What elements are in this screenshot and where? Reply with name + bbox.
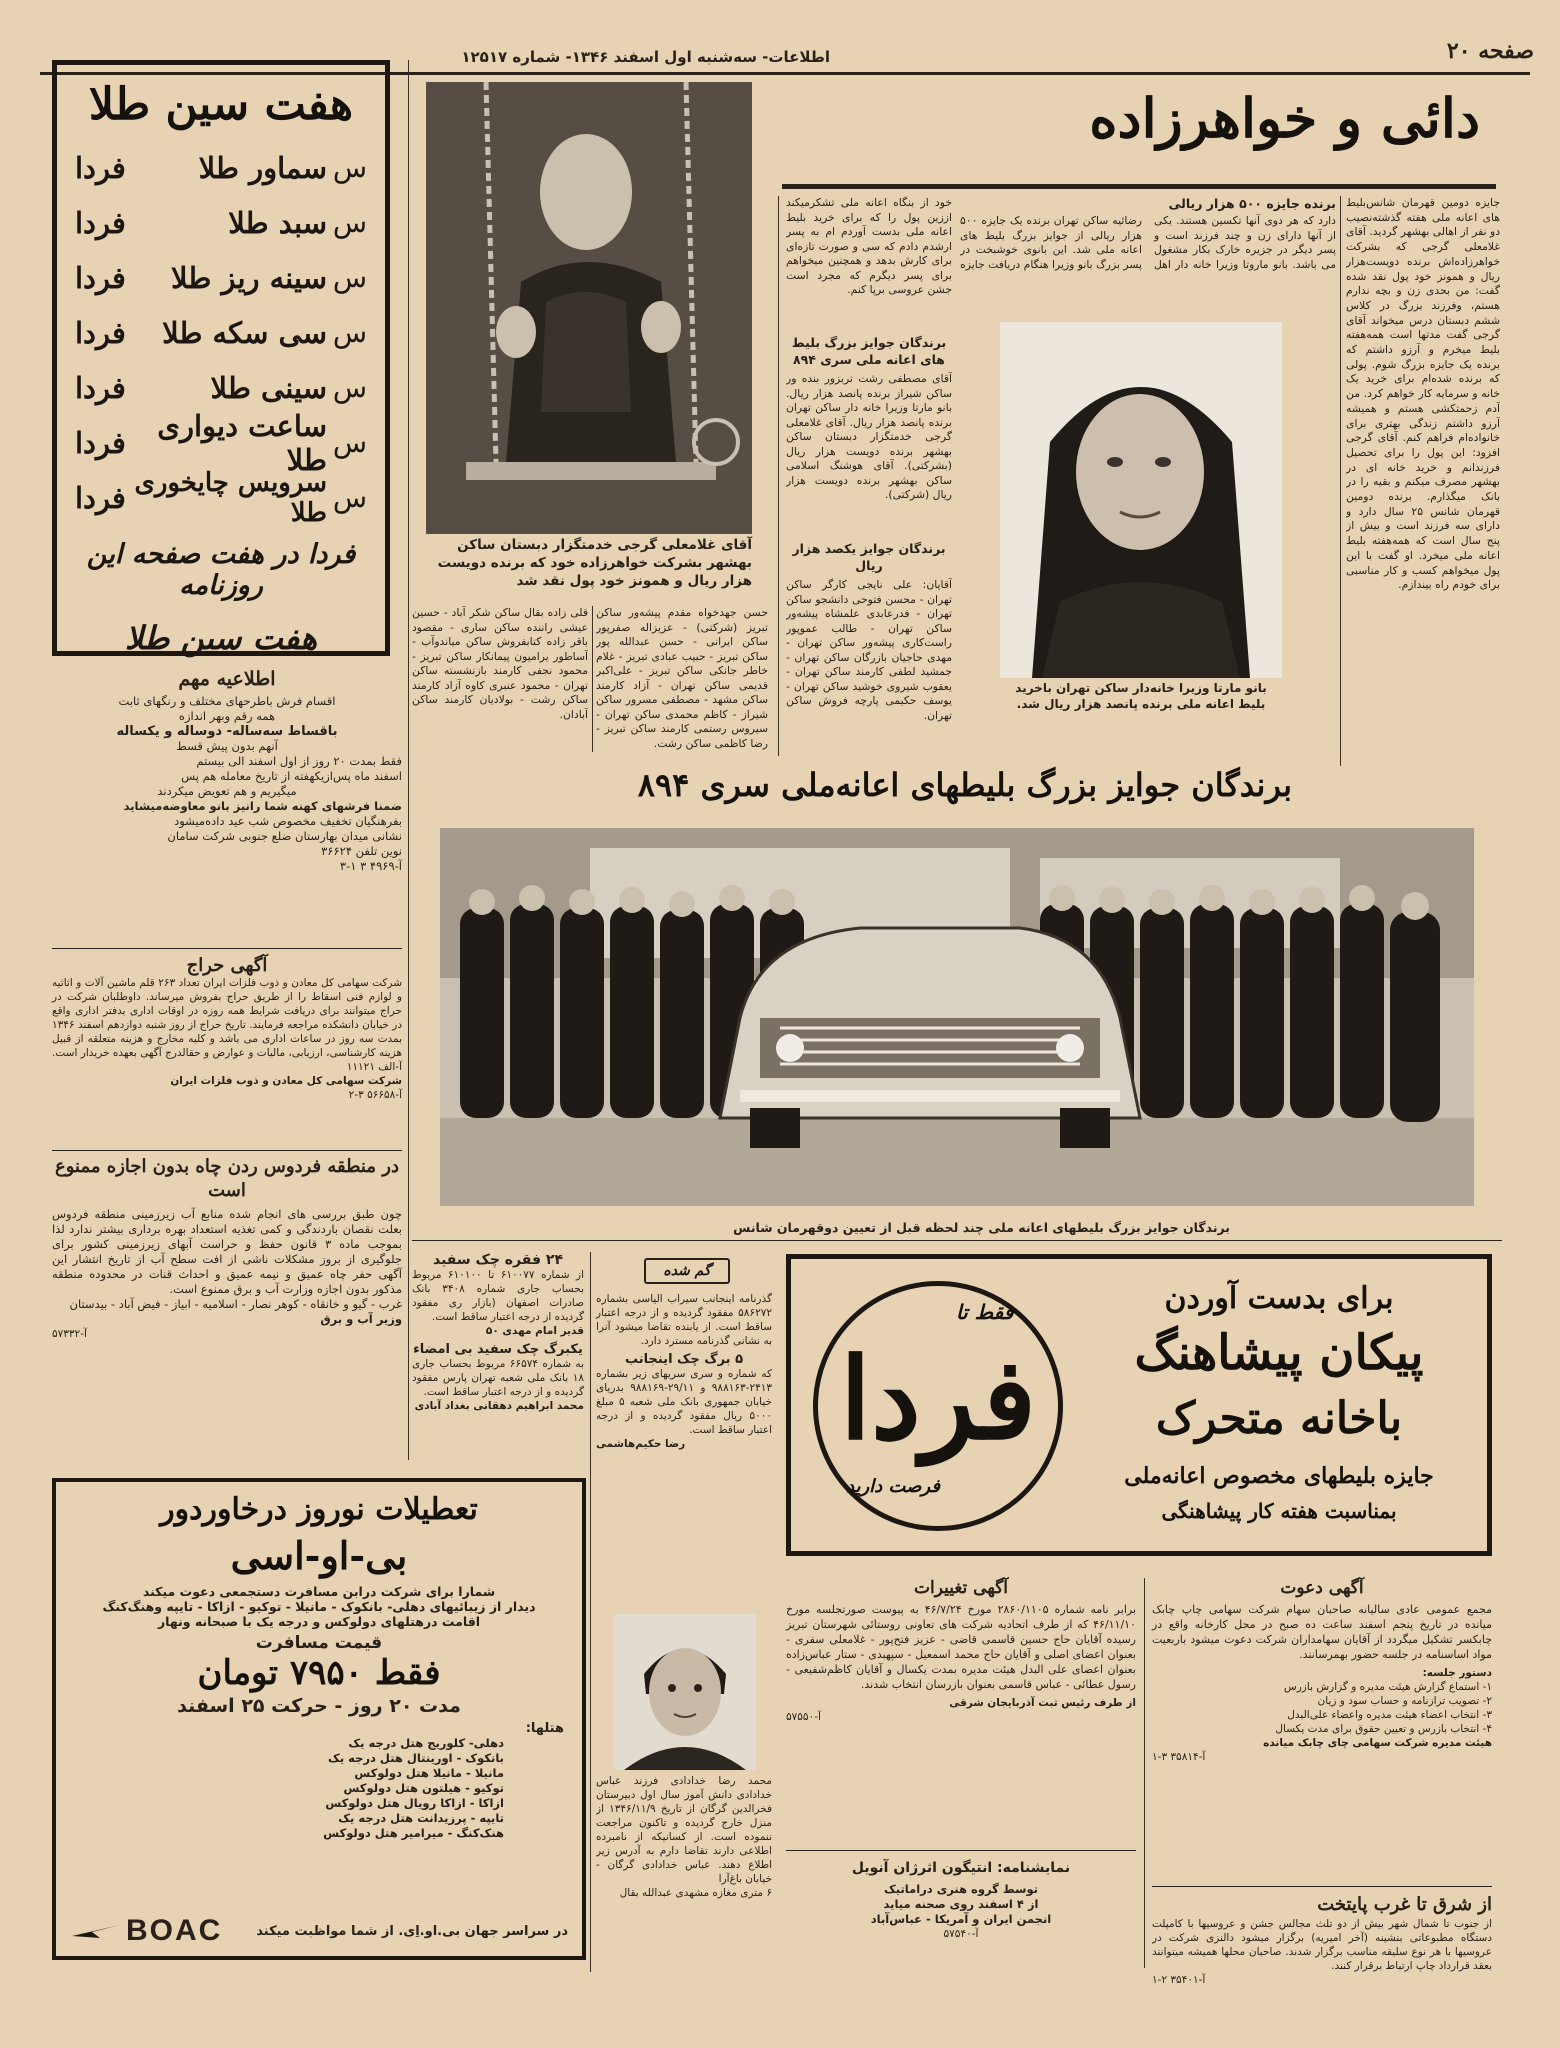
- story-col-4: حسن جهدخواه مقدم پیشه‌ور ساکن تبریز (شرکتی) - عزیزاله صفرپور ساکن ایرانی - حسن عبدالله پور ساکن تبریز - حبیب عبادی تبریز - غلام خاطر جانکی ساکن تبریز - علی‌اکبر قدیمی ساکن تهران - آزاد کارمند ساکن مشهد - مصطفی مسرور ساکن شیراز - کاظم محمدی ساکن تهران - سیروس رستمی کارمند ساکن تبریز - رضا کاظمی ساکن رشت.: [596, 606, 768, 750]
- cheques-col-a: [412, 1252, 584, 1472]
- east-west-body: از جنوب تا شمال شهر بیش از دو تلث مجالس جشن و عروسیها با کامپلت دستگاه مطبوعاتی بنشینه (آخر امیریه) برگزار میشود دالنزی شرکت در عروسیها با هر نوع سلیقه مناسب برگزار شدند. صاحبان محلها همیشه میتوانند بعقد قرارداد چاپ ارتباط برقرار کنند.: [1152, 1918, 1492, 1972]
- story-col-2: دارد که هر دوی آنها تکسین هستند. یکی از آنها دارای زن و چند فرزند است و پسر دیگر در جزیره خارک بکار مشغول می باشد. بانو ماروتا وزیرا خانه دار اهل رضائیه ساکن تهران برنده یک جایزه ۵۰۰ هزار ریالی از جوایز بزرگ بلیط های اعانه ملی شد. این بانوی خوشبخت در پسر بزرگ بانو وزیرا هنگام دریافت جایزه: [960, 214, 1336, 271]
- exhibition-line: از ۴ اسفند روی صحنه میاید: [883, 1897, 1039, 1911]
- agenda-label: دستور جلسه:: [1422, 1667, 1492, 1679]
- notice-ref: آ-۴۹۶۹ ۳ ۱-۳: [339, 859, 402, 873]
- story-col-5: قلی زاده بقال ساکن شکر آباد - حسین عیشی راننده ساکن ساری - مقصود باقر زاده کتابفروش ساکن میاندوآب - آساطور یرامیون پیمانکار ساکن تبریز - محمود نجفی کارمند بازنشسته ساکن تهران - محمود عنبری کاوه آزاد کارمند ساکن رشت - بولادیان کارمند ساکن آبادان.: [412, 606, 588, 721]
- boac-hotel: توکیو - هیلتون هتل دولوکس: [343, 1781, 504, 1795]
- notice-line: نوین تلفن ۳۶۶۲۴: [321, 844, 402, 858]
- haft-sin-tag: فردا: [75, 480, 126, 515]
- col-rule: [590, 1252, 591, 1972]
- auction-signer: شرکت سهامی کل معادن و ذوب فلزات ایران: [170, 1075, 402, 1087]
- divider: [52, 1150, 402, 1151]
- boac-footer: در سراسر جهان بی.او.اِی. از شما مواظبت میکند: [256, 1923, 568, 1939]
- change-signer: از طرف رئیس ثبت آذربایجان شرقی: [949, 1697, 1136, 1709]
- well-ref: آ-۵۷۳۳۲: [52, 1328, 87, 1340]
- boac-hotel: هنک‌کنگ - میرامیر هتل دولوکس: [323, 1826, 504, 1840]
- notice-line: اسفند ماه پس‌ازیکهفته از تاریخ معامله هم پس: [181, 769, 402, 783]
- peykan-line-1: برای بدست آوردن: [1164, 1281, 1394, 1316]
- boac-ad: [52, 1478, 586, 1960]
- invitation-signer: هیئت مدیره شرکت سهامی چای چابک میانده: [1263, 1737, 1492, 1749]
- boac-hotel: بانکوک - اورینتال هتل درجه یک: [328, 1751, 504, 1765]
- woman-caption: بانو مارتا وزیرا خانه‌دار ساکن تهران باخرید بلیط اعانه ملی برنده پانصد هزار ریال شد.: [1015, 681, 1267, 711]
- agenda-item: ۴- انتخاب بازرس و تعیین حقوق برای مدت یکسال: [1275, 1723, 1492, 1735]
- haft-sin-row: [57, 408, 385, 477]
- haft-sin-tag: فردا: [75, 425, 126, 460]
- exhibition-ref: آ-۵۷۵۴۰: [943, 1928, 979, 1940]
- agenda-item: ۲- تصویب ترازنامه و حساب سود و زیان: [1317, 1695, 1492, 1707]
- headline-rule: [782, 184, 1496, 189]
- col-rule: [1144, 1578, 1145, 1968]
- exhibition-notice: [786, 1860, 1136, 1941]
- boy-notice: [596, 1774, 772, 1970]
- peykan-line-4: جایزه بلیطهای مخصوص اعانه‌ملی: [1124, 1463, 1434, 1489]
- boac-title: تعطیلات نوروز درخاوردور: [160, 1492, 478, 1527]
- col-rule: [592, 606, 593, 752]
- peykan-ad: [786, 1254, 1492, 1556]
- peykan-line-5: بمناسبت هفته کار پیشاهنگی: [1161, 1499, 1397, 1523]
- well-signer: وزیر آب و برق: [320, 1312, 402, 1326]
- notice-line: همه رقم وبهر اندازه: [178, 709, 276, 723]
- haft-sin-letter: س: [332, 261, 367, 294]
- boac-line: اقامت درهتلهای دولوکس و درجه یک با صبحانه ونهار: [157, 1614, 481, 1629]
- haft-sin-item: سی سکه طلا: [162, 315, 327, 350]
- invitation-ref: آ-۳۵۸۱۴ ۳-۱: [1152, 1751, 1206, 1763]
- speedbird-icon: [70, 1922, 122, 1940]
- divider: [52, 948, 402, 949]
- group-car-image: [440, 828, 1474, 1206]
- auction-ad: [52, 955, 402, 1143]
- cheque-title-3: ۵ برگ چک اینجانب: [624, 1352, 743, 1367]
- story-sub-2: برندگان جوایز یکصد هزار ریال: [792, 541, 946, 573]
- cheque-title-1: ۲۴ فقره چک سفید: [432, 1252, 563, 1268]
- boac-price-label: قیمت مسافرت: [255, 1633, 383, 1653]
- col-rule: [408, 60, 409, 1460]
- change-notice: [786, 1578, 1136, 1834]
- haft-sin-item: سبد طلا: [228, 205, 327, 240]
- exhibition-line: انجمن ایران و آمریکا - عباس‌آباد: [870, 1912, 1052, 1926]
- east-west-title: از شرق تا غرب پایتخت: [1317, 1894, 1492, 1915]
- notice-line: میگیریم و هم تعویض میکردند: [157, 784, 297, 798]
- haft-sin-letter: س: [332, 316, 367, 349]
- haft-sin-letter: س: [332, 151, 367, 184]
- well-title: در منطقه فردوس ردن چاه بدون اجازه ممنوع است: [55, 1156, 399, 1201]
- story-col-3c: آقایان: علی نایجی کارگر ساکن تهران - محسن فتوحی دانشجو ساکن تهران - فدرعابدی علمشاه پیشه‌ور ساکن تهران - طالب عموپور راست‌کاری پیشه‌ور ساکن تهران - مهدی حاجیان بازرگان ساکن تهران - جمشید لطفی کارمند ساکن تهران - یعقوب شیروی خوشید ساکن تهران - یوسف حکیمی پارچه فروش ساکن تهران.: [786, 578, 952, 722]
- notice-line: نشانی میدان بهارستان ضلع جنوبی شرکت سامان: [167, 829, 402, 843]
- notice-line: اقسام فرش باطرحهای مختلف و رنگهای ثابت: [118, 694, 336, 708]
- swing-man-image: [426, 82, 752, 534]
- haft-sin-row: [57, 305, 385, 360]
- east-west-notice: [1152, 1894, 1492, 2024]
- haft-sin-tag: فردا: [75, 315, 126, 350]
- boy-caption: محمد رضا خدادادی فرزند عباس خدادادی دانش آموز سال اول دبیرستان فخرالدین گرگان از تاریخ ۱۳۴۶/۱۱/۹ از منزل خارج گردیده و تاکنون مراجعت ننموده است. از کسانیکه از نامبرده اطلاعی دارند تقاضا دارم به آدرس زیر اطلاع دهند. عباس خدادادی گرگان - خیابان باغ‌آرا: [596, 1775, 772, 1885]
- cheque-title-2: یکبرگ چک سفید بی امضاء: [413, 1342, 583, 1357]
- story-col-3: خود از بنگاه اعانه ملی تشکرمیکند اززین پول را که برای خرید بلیط اعانه ملی بدست آوردم ام به پسر ارشدم دادم که سی و صورت تازه‌ای برای کارش بدهد و همچنین میخواهم برای پسر دیگرم که مجرد است جشن عروسی برپا کنم.: [786, 196, 952, 296]
- story-sub-1: برندگان جوایز بزرگ بلیط های اعانه ملی سری ۸۹۴: [791, 335, 947, 367]
- winner-heading: برنده جایزه ۵۰۰ هزار ریالی: [1168, 196, 1336, 211]
- haft-sin-item: سرویس چایخوری طلا: [134, 467, 327, 528]
- boac-hotel: تایپه - پرزیدانت هتل درجه یک: [338, 1811, 504, 1825]
- notice-line: باقساط سه‌ساله- دوساله و یکساله: [116, 724, 338, 739]
- boac-hotel: ازاکا - ازاکا رویال هتل دولوکس: [325, 1796, 504, 1810]
- haft-sin-list: [57, 140, 385, 528]
- circle-big: فردا: [839, 1334, 1037, 1465]
- boac-subtitle: بی-او-اسی: [230, 1533, 408, 1578]
- woman-photo: [1000, 322, 1282, 678]
- banner-caption: برندگان جوایز بزرگ بلیطهای اعانه ملی چند لحظه قبل از تعیین دوقهرمان شانس: [733, 1220, 1230, 1235]
- haft-sin-item: سینه ریز طلا: [170, 260, 327, 295]
- cheque-signer-1: قدیر امام مهدی ۵۰: [485, 1325, 584, 1337]
- cheque-body-1: از شماره ۶۱۰۰۷۷ تا ۶۱۰۱۰۰ مربوط بحساب جاری شماره ۳۴۰۸ بانک صادرات اصفهان (بازار ری مفقود گردیده از درجه اعتبار ساقط است.: [412, 1269, 584, 1323]
- lost-stamp: [644, 1258, 730, 1284]
- divider: [1152, 1886, 1492, 1887]
- col-rule: [778, 196, 779, 756]
- woman-image: [1000, 322, 1282, 678]
- haft-sin-item: سینی طلا: [210, 370, 327, 405]
- auction-body: شرکت سهامی کل معادن و ذوب فلزات ایران تعداد ۲۶۳ قلم ماشین آلات و اثاثیه و لوازم فنی اسقاط را از طریق حراج بفروش میرساند. داوطلبان شرکت در حراج میتوانند برای دریافت شرایط همه روزه در اوقات اداری بدفتر اداری واقع در خیابان دانشکده مراجعه فرمایند. تاریخ حراج از روز شنبه دوازدهم اسفند ۱۳۴۶ بمدت سه روز در ساعات اداری می باشد و کلیه مخارج و هزینه متعلقه از قبیل هزینه کارشناسی، ارزیابی، مالیات و عوارض و حقالدرج آگهی بعهده خریدار است. آ-الف ۱۱۱۲۱: [52, 977, 402, 1073]
- boac-footer-row: [70, 1914, 568, 1948]
- boy-image: [614, 1614, 756, 1770]
- cheque-signer-2: محمد ابراهیم دهقانی بغداد آبادی: [414, 1400, 584, 1412]
- haft-sin-tag: فردا: [75, 260, 126, 295]
- change-ref: آ-۵۷۵۵۰: [786, 1711, 821, 1723]
- haft-sin-row: [57, 360, 385, 415]
- change-title: آگهی تغییرات: [913, 1578, 1009, 1598]
- haft-sin-letter: س: [332, 206, 367, 239]
- haft-sin-tag: فردا: [75, 205, 126, 240]
- important-notice: [52, 668, 402, 940]
- notice-line: آنهم بدون پیش قسط: [176, 739, 278, 753]
- well-body: چون طبق بررسی های انجام شده منابع آب زیرزمینی منطقه فردوس بعلت نقصان باردندگی و کمی تغذیه استعداد بهره برداری بیشتر ندارد لذا بموجب ماده ۳ قانون حفظ و حراست آبهای زیرزمینی کشور برای جلوگیری از بروز مشکلات ناشی از افت سطح آب از تاریخ انتشار این آگهی حفر چاه عمیق و نیمه عمیق و احداث قنات در محدوده منطقه مذکور بدون اجازه وزارت آب و برق ممنوع است.: [52, 1207, 402, 1296]
- haft-sin-footer-title: هفت سین طلا: [124, 619, 318, 657]
- lost-body: گذرنامه اینجانب سیراب الیاسی بشماره ۵۸۶۲۷۲ مفقود گردیده و از درجه اعتبار ساقط است. از یابنده تقاضا میشود آنرا به نشانی گذرنامه مسترد دارد.: [596, 1293, 772, 1347]
- swing-caption: آقای غلامعلی گرجی خدمتگزار دبستان ساکن بهشهر بشرکت خواهرزاده خود که برنده دویست هزار ریال و همونز خود پول نقد شد: [437, 537, 752, 589]
- circle-top: فقط تا: [956, 1300, 1014, 1324]
- peykan-line-2: پیکان پیشاهنگ: [1134, 1325, 1424, 1381]
- divider: [412, 1240, 1502, 1241]
- haft-sin-item: سماور طلا: [198, 150, 327, 185]
- issue-line: اطلاعات- سه‌شنبه اول اسفند ۱۳۴۶- شماره ۱۲۵۱۷: [461, 48, 830, 66]
- haft-sin-ad: [52, 60, 390, 656]
- col-rule: [1340, 196, 1341, 766]
- boy-footer: ۶ متری مغازه مشهدی عبدالله بقال: [619, 1887, 772, 1899]
- cheque-signer-3: رضا حکیم‌هاشمی: [596, 1438, 686, 1450]
- boac-line: دیدار از زیبائیهای دهلی- بانکوک - مانیلا - توکیو - ازاکا - تایپه وهنگ‌کنگ: [102, 1599, 536, 1614]
- swing-photo: [426, 82, 752, 534]
- haft-sin-row: [57, 195, 385, 250]
- haft-sin-item: ساعت دیواری طلا: [157, 408, 327, 477]
- boac-price: فقط ۷۹۵۰ تومان: [197, 1653, 441, 1693]
- well-places: غرب - گیو و خانقاه - کوهر نصار - اسلامیه - ابیاز - فیض آباد - بیدستان: [69, 1297, 402, 1311]
- boac-hotel: دهلی- کلوریج هتل درجه یک: [348, 1736, 504, 1750]
- invitation-body: مجمع عمومی عادی سالیانه صاحبان سهام شرکت سهامی چاپ چابک میانده در تاریخ پنجم اسفند ساعت ده صبح در محل کارخانه واقع در چابکسر تشکیل میگردد از آقایان سهامداران شرکت دعوت میشود باربعیت مواد اساسنامه در جلسه حضور بهمرسانند.: [1152, 1603, 1492, 1661]
- invitation-notice: [1152, 1578, 1492, 1878]
- circle-bottom: فرصت دارید: [846, 1476, 940, 1497]
- boy-photo: [614, 1614, 756, 1770]
- boac-duration: مدت ۲۰ روز - حرکت ۲۵ اسفند: [177, 1695, 461, 1717]
- story-col-3b: آقای مصطفی رشت تربزور بنده ور ساکن شیراز برنده پانصد هزار ریال. بانو مارتا وزیرا خانه دار ساکن تهران برنده پانصد هزار ریال. آقای غلامعلی گرجی خدمتگزار دبستان ساکن بهشهر برنده دویست هزار ریال (بشرکتی). آقای هوشنگ اسلامی ساکن بهشهر برنده دویست هزار ریال (شرکتی).: [786, 372, 952, 501]
- change-body: برابر نامه شماره ۲۸۶۰/۱۱۰۵ مورخ ۴۶/۷/۲۴ به پیوست صورتجلسه مورخ ۴۶/۱۱/۱۰ که از طرف اتحادیه شرکت های تعاونی روستائی شهرستان تبریز رسیده آقایان حاج حسین قاسمی قاضی - عزیز فتح‌پور - غلامعلی سفری - بعنوان اعضای اصلی و آقایان حاج محمد اسمعیل - سپهبدی - ستار عباس‌زاده بعنوان اعضای علی البدل هیئت مدیره بمدت یکسال و آقایان کاظم‌شفیعی - رسول عطائی - عباس قاسمی بعنوان بازرسان انتخاب شدند.: [786, 1603, 1137, 1691]
- notice-title: اطلاعیه مهم: [178, 668, 276, 690]
- peykan-line-3: باخانه متحرک: [1155, 1393, 1403, 1444]
- divider: [786, 1850, 1136, 1851]
- notice-line: ضمنا فرشهای کهنه شما رانیز بانو معاوضه‌میشاید: [123, 799, 402, 813]
- lost-notice: [596, 1292, 772, 1451]
- agenda-item: ۳- انتخاب اعضاء هیئت مدیره واعضاء علی‌البدل: [1287, 1709, 1492, 1721]
- lost-label: گم شده: [663, 1263, 711, 1279]
- exhibition-title: نمایشنامه: انتیگون اثرژان آنویل: [851, 1860, 1071, 1876]
- notice-line: بفرهنگیان تخفیف مخصوص شب عید داده‌میشود: [174, 814, 402, 828]
- page-number: صفحه ۲۰: [1446, 38, 1534, 64]
- well-notice: [52, 1155, 402, 1463]
- group-photo: [440, 828, 1474, 1206]
- haft-sin-row: [57, 467, 385, 528]
- cheque-body-3: که شماره و سری سریهای زیر بشماره ۲۴۱۳-۹۸۸۱۶۳ و ۲۹/۱۱-۹۸۸۱۶۹ بدریای خیابان جمهوری بانک ملی شعبه ۵ مبلغ ۵۰۰۰ ریال مفقود گردیده و از درجه اعتبار ساقط است.: [596, 1368, 772, 1436]
- main-headline: دائی و خواهرزاده: [1089, 86, 1480, 150]
- haft-sin-row: [57, 140, 385, 195]
- banner-headline: برندگان جوایز بزرگ بلیطهای اعانه‌ملی سری ۸۹۴: [637, 766, 1292, 804]
- haft-sin-title: هفت سین طلا: [88, 79, 354, 130]
- haft-sin-letter: س: [332, 481, 367, 514]
- notice-line: فقط بمدت ۲۰ روز از اول اسفند الی بیستم: [196, 754, 402, 768]
- invitation-title: آگهی دعوت: [1280, 1578, 1364, 1598]
- haft-sin-letter: س: [332, 426, 367, 459]
- boac-logo: BOAC: [70, 1914, 222, 1948]
- story-col-1: جایزه دومین قهرمان شانس‌بلیط های اعانه ملی هفته گذشته‌نصیب دو نفر از اهالی بهشهر گردید. آقای غلامعلی گرجی که بشرکت خواهرزاده‌اش برنده دویست‌هزار ریال و همونز خود پول نقد شده گفت: من بحدی زن و بچه ندارم هستم، وفرزند بزرگ در کلاس ششم دبستان درس میخواند آقای گرجی گفت مدتها است همه‌هفته بلیط میخرم و آرزو داشتم که برنده یک جایزه بزرگ شوم. پولی که برنده شده‌ام برای خرید یک خانه و سرمایه کار خواهم کرد. من آدم زحمتکشی هستم و همیشه آرزو داشتم زندگی بهتری برای خانواده‌ام فراهم کنم. آقای گرجی افزود: این پول را برای تحصیل فرزندانم و خرید خانه ای در بهشهر مصرف میکنم و بقیه را در بانک میگذارم. برنده دومین قهرمان شانس ۲۵ سال دارد و دارای سه فرزند است و بیش از پنج سال است که همه‌هفته بلیط اعانه ملی میخرد. او گفت با این پول میخواهم کسب و کار مناسبی برای خودم راه بیندازم.: [1346, 196, 1500, 592]
- auction-title: آگهی حراج: [186, 955, 268, 976]
- boac-hotels-label: هتلها:: [525, 1721, 564, 1736]
- boac-line: شمارا برای شرکت درابن مسافرت دستجمعی دعوت میکند: [142, 1584, 496, 1599]
- haft-sin-tag: فردا: [75, 370, 126, 405]
- haft-sin-letter: س: [332, 371, 367, 404]
- east-west-ref: آ-۳۵۴۰۱ ۲-۱: [1152, 1974, 1206, 1986]
- haft-sin-footer: فردا در هفت صفحه این روزنامه: [86, 539, 356, 601]
- exhibition-line: توسط گروه هنری دراماتیک: [884, 1882, 1038, 1896]
- cheque-body-2: به شماره ۶۶۵۷۴ مربوط بحساب جاری ۱۸ بانک ملی شعبه تهران پارس مفقود گردیده و از درجه اعتبار ساقط است.: [412, 1358, 584, 1398]
- farda-circle: [813, 1281, 1063, 1531]
- haft-sin-tag: فردا: [75, 150, 126, 185]
- boac-hotel: مانیلا - مانیلا هتل دولوکس: [354, 1766, 504, 1780]
- agenda-item: ۱- استماع گزارش هیئت مدیره و گزارش بازرس: [1283, 1681, 1492, 1693]
- auction-ref: آ-۵۶۶۵۸ ۳-۲: [348, 1089, 402, 1101]
- haft-sin-row: [57, 250, 385, 305]
